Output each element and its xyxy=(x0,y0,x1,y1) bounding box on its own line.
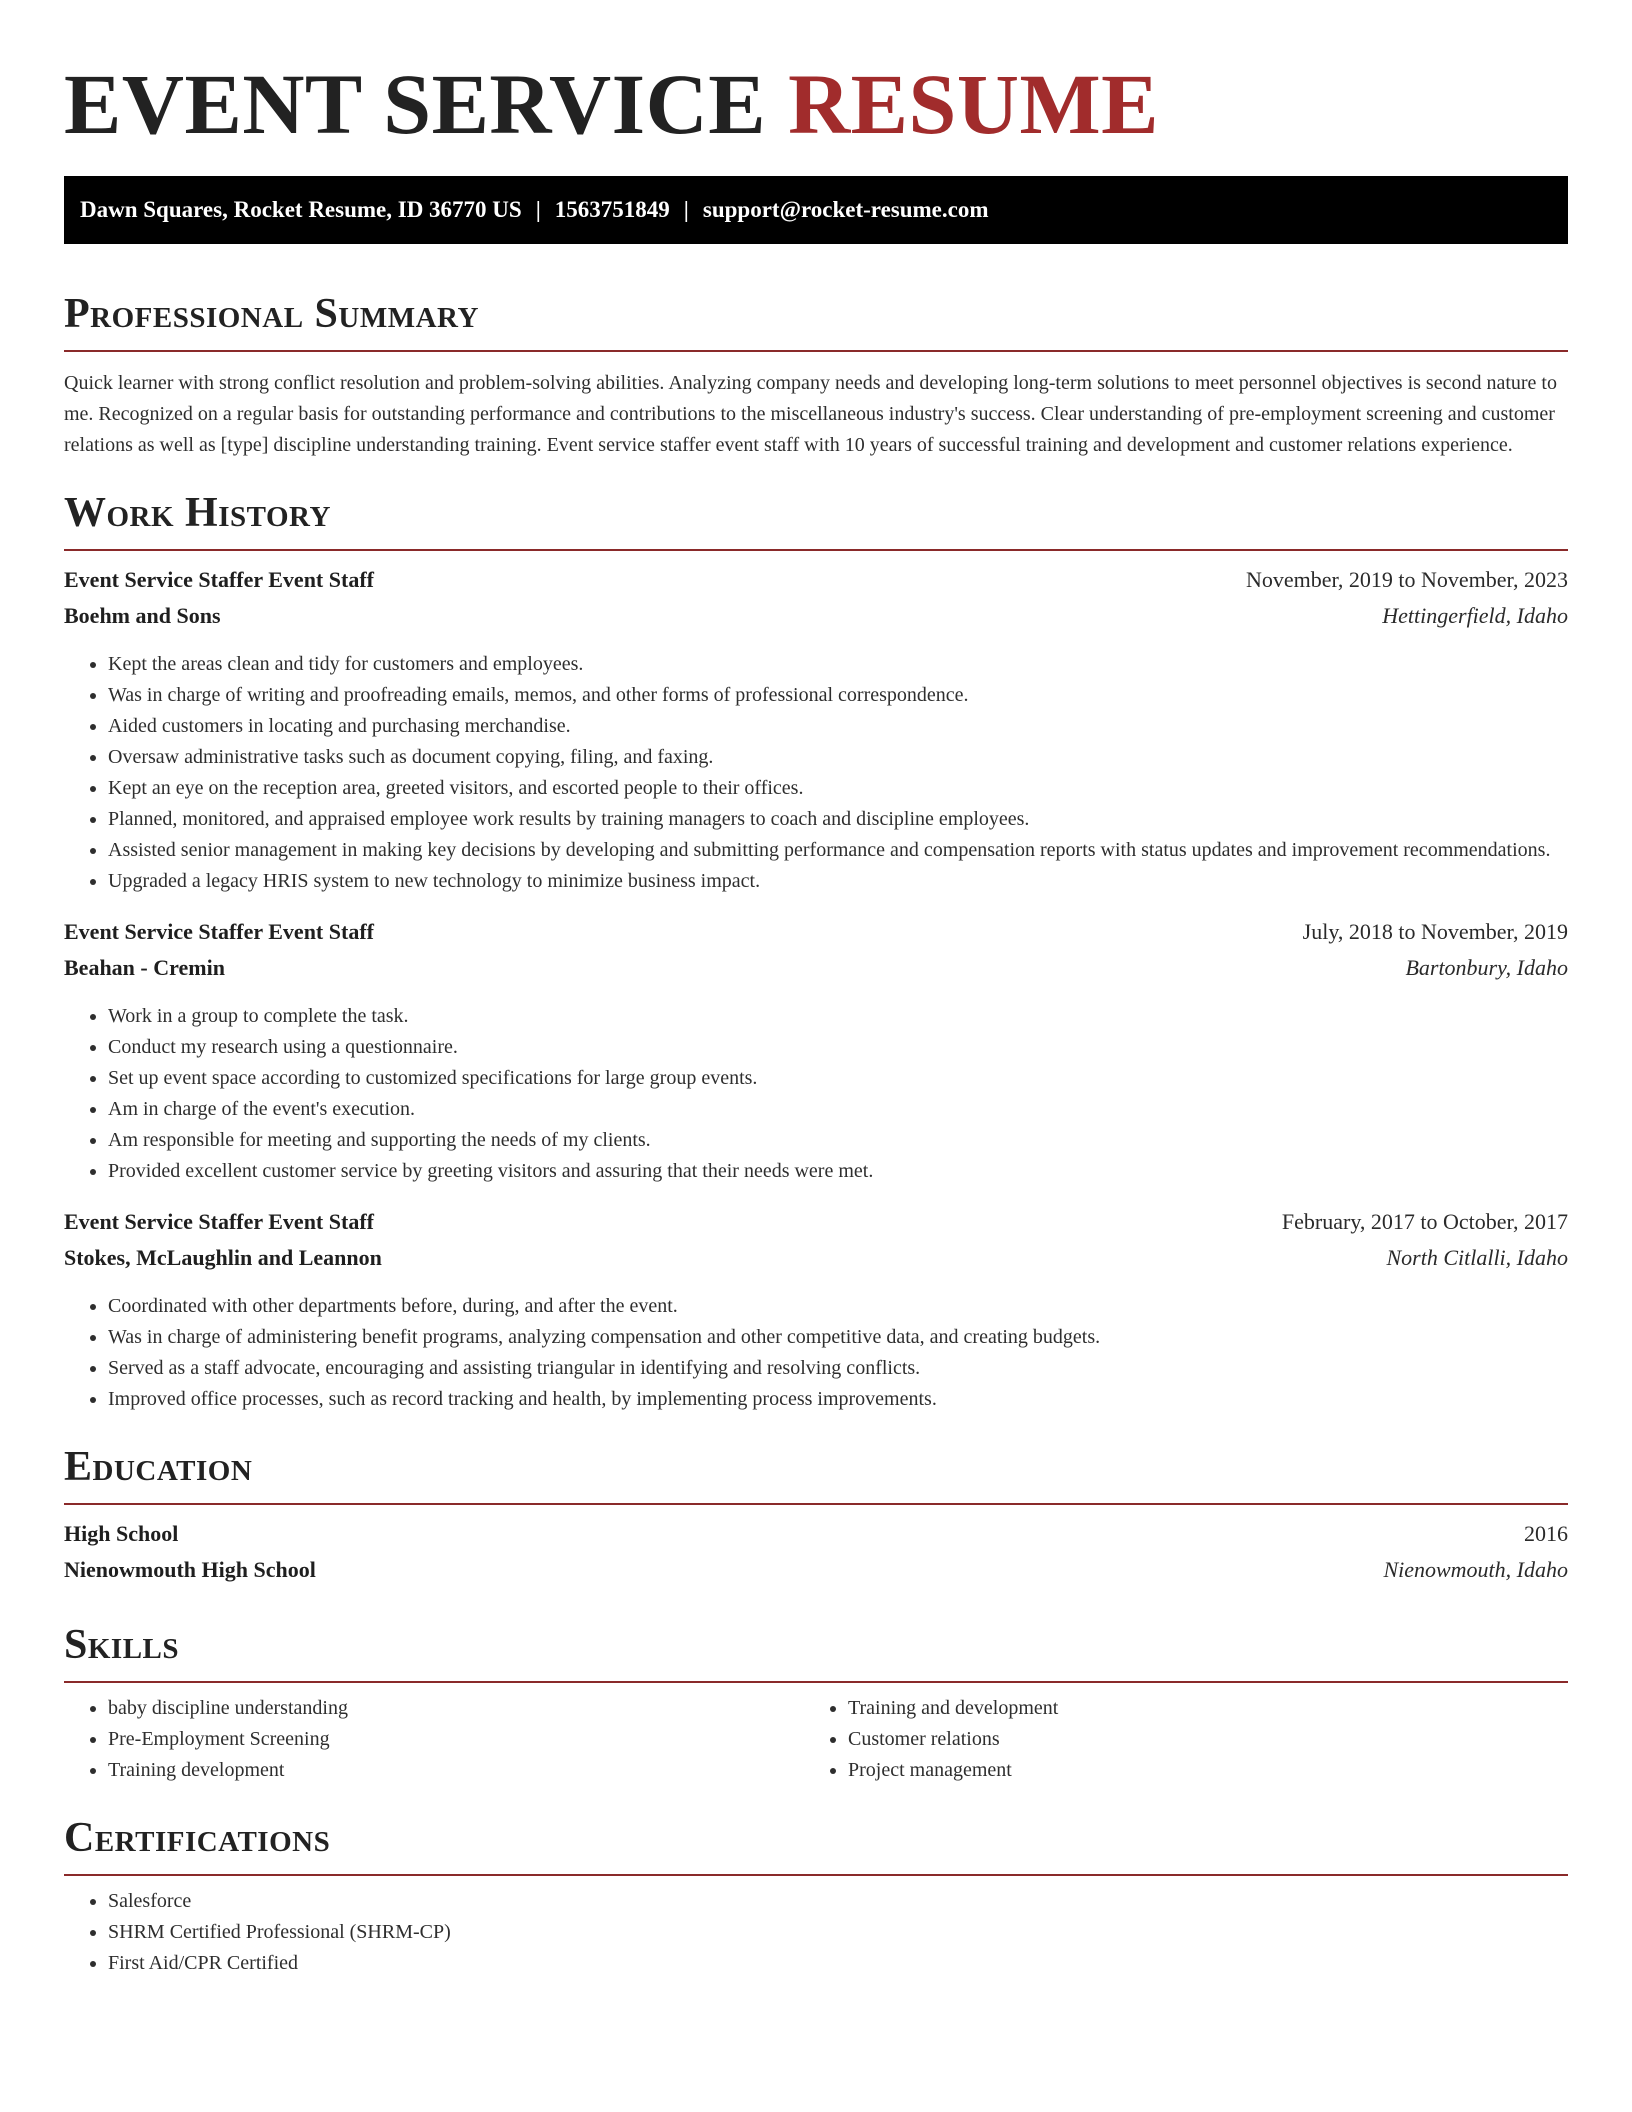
job-dates: February, 2017 to October, 2017 xyxy=(1281,1209,1568,1234)
contact-address: Dawn Squares, Rocket Resume, ID 36770 US xyxy=(80,197,522,222)
section-divider xyxy=(64,1681,1568,1683)
section-heading-certifications: Certifications xyxy=(64,1815,331,1861)
job-location: Bartonbury, Idaho xyxy=(1405,955,1568,980)
job-location: Hettingerfield, Idaho xyxy=(1382,603,1568,628)
job-bullet: • Conduct my research using a questionnaire. xyxy=(108,1032,1568,1063)
job-bullets xyxy=(64,1291,1568,1415)
job-bullet: • Improved office processes, such as record tracking and health, by implementing process improvements. xyxy=(108,1384,1568,1415)
skill-item: • Customer relations xyxy=(848,1724,1544,1755)
job-company: Stokes, McLaughlin and Leannon xyxy=(64,1245,382,1270)
education-year: 2016 xyxy=(1524,1521,1568,1546)
job-bullet: • Provided excellent customer service by greeting visitors and assuring that their needs were met. xyxy=(108,1156,1568,1187)
title-main: EVENT SERVICE xyxy=(64,56,789,152)
education-degree: High School xyxy=(64,1521,179,1546)
job-bullet: • Aided customers in locating and purchasing merchandise. xyxy=(108,711,1568,742)
certification-item: • Salesforce xyxy=(108,1886,1568,1917)
job-list xyxy=(64,567,1568,1415)
job-title: Event Service Staffer Event Staff xyxy=(64,1209,374,1234)
job-bullets xyxy=(64,1001,1568,1187)
job-company: Boehm and Sons xyxy=(64,603,221,628)
section-education xyxy=(64,1441,1568,1593)
section-skills xyxy=(64,1619,1568,1786)
section-certifications xyxy=(64,1812,1568,1979)
job-bullet: • Was in charge of writing and proofreading emails, memos, and other forms of professional correspondence. xyxy=(108,680,1568,711)
contact-bar xyxy=(64,176,1568,244)
resume-title xyxy=(64,56,1568,168)
section-heading-work: Work History xyxy=(64,490,331,536)
job-bullet: • Planned, monitored, and appraised employee work results by training managers to coach and discipline employees. xyxy=(108,804,1568,835)
job-bullet: • Served as a staff advocate, encouraging and assisting triangular in identifying and resolving conflicts. xyxy=(108,1353,1568,1384)
job-bullets xyxy=(64,649,1568,897)
job-company: Beahan - Cremin xyxy=(64,955,225,980)
job-bullet: • Set up event space according to customized specifications for large group events. xyxy=(108,1063,1568,1094)
section-divider xyxy=(64,549,1568,551)
skill-item: • Project management xyxy=(848,1755,1544,1786)
job-bullet: • Kept an eye on the reception area, greeted visitors, and escorted people to their offices. xyxy=(108,773,1568,804)
certification-item: • First Aid/CPR Certified xyxy=(108,1948,1568,1979)
section-work-history xyxy=(64,487,1568,1415)
job-bullet: • Work in a group to complete the task. xyxy=(108,1001,1568,1032)
skill-item: • Training development xyxy=(108,1755,804,1786)
section-heading-skills: Skills xyxy=(64,1622,180,1668)
job-dates: July, 2018 to November, 2019 xyxy=(1302,919,1568,944)
job-bullet: • Coordinated with other departments before, during, and after the event. xyxy=(108,1291,1568,1322)
job-dates: November, 2019 to November, 2023 xyxy=(1245,567,1568,592)
skill-item: • baby discipline understanding xyxy=(108,1693,804,1724)
skill-item: • Pre-Employment Screening xyxy=(108,1724,804,1755)
job-bullet: • Kept the areas clean and tidy for customers and employees. xyxy=(108,649,1568,680)
contact-phone[interactable]: 1563751849 xyxy=(554,197,670,222)
job-entry xyxy=(64,1209,1568,1415)
job-location: North Citlalli, Idaho xyxy=(1386,1245,1568,1270)
job-bullet: • Am responsible for meeting and supporting the needs of my clients. xyxy=(108,1125,1568,1156)
section-heading-summary: Professional Summary xyxy=(64,291,479,337)
job-bullet: • Upgraded a legacy HRIS system to new technology to minimize business impact. xyxy=(108,866,1568,897)
job-title: Event Service Staffer Event Staff xyxy=(64,919,374,944)
education-entry xyxy=(64,1521,1568,1593)
job-bullet: • Was in charge of administering benefit programs, analyzing compensation and other competitive data, and creating budgets. xyxy=(108,1322,1568,1353)
contact-email[interactable]: support@rocket-resume.com xyxy=(702,197,989,222)
section-summary xyxy=(64,288,1568,461)
section-heading-education: Education xyxy=(64,1444,253,1490)
job-entry xyxy=(64,919,1568,1187)
skills-columns xyxy=(64,1693,1568,1786)
certification-list xyxy=(64,1886,1568,1979)
skills-column-right xyxy=(804,1693,1544,1786)
certification-item: • SHRM Certified Professional (SHRM-CP) xyxy=(108,1917,1568,1948)
title-accent: RESUME xyxy=(788,56,1159,152)
job-bullet: • Oversaw administrative tasks such as document copying, filing, and faxing. xyxy=(108,742,1568,773)
resume-page xyxy=(64,0,1568,1979)
section-divider xyxy=(64,1874,1568,1876)
education-location: Nienowmouth, Idaho xyxy=(1383,1557,1568,1582)
job-bullet: • Am in charge of the event's execution. xyxy=(108,1094,1568,1125)
job-bullet: • Assisted senior management in making key decisions by developing and submitting performance and compensation reports with status updates and improvement recommendations. xyxy=(108,835,1568,866)
skills-column-left xyxy=(64,1693,804,1786)
job-title: Event Service Staffer Event Staff xyxy=(64,567,374,592)
section-divider xyxy=(64,1503,1568,1505)
skill-item: • Training and development xyxy=(848,1693,1544,1724)
summary-text: Quick learner with strong conflict resolution and problem-solving abilities. Analyzing company needs and developing long-term solutions to meet personnel objectives is second nature to me. Recognized on a regular basis for outstanding performance and contributions to the miscellaneous industry's success. Clear understanding of pre-employment screening and customer relations as well as [type] discipline understanding training. Event service staffer event staff with 10 years of successful training and development and customer relations experience. xyxy=(64,372,1557,456)
education-school: Nienowmouth High School xyxy=(64,1557,316,1582)
contact-separator: | xyxy=(535,197,541,222)
contact-separator: | xyxy=(683,197,689,222)
section-divider xyxy=(64,350,1568,352)
job-entry xyxy=(64,567,1568,897)
